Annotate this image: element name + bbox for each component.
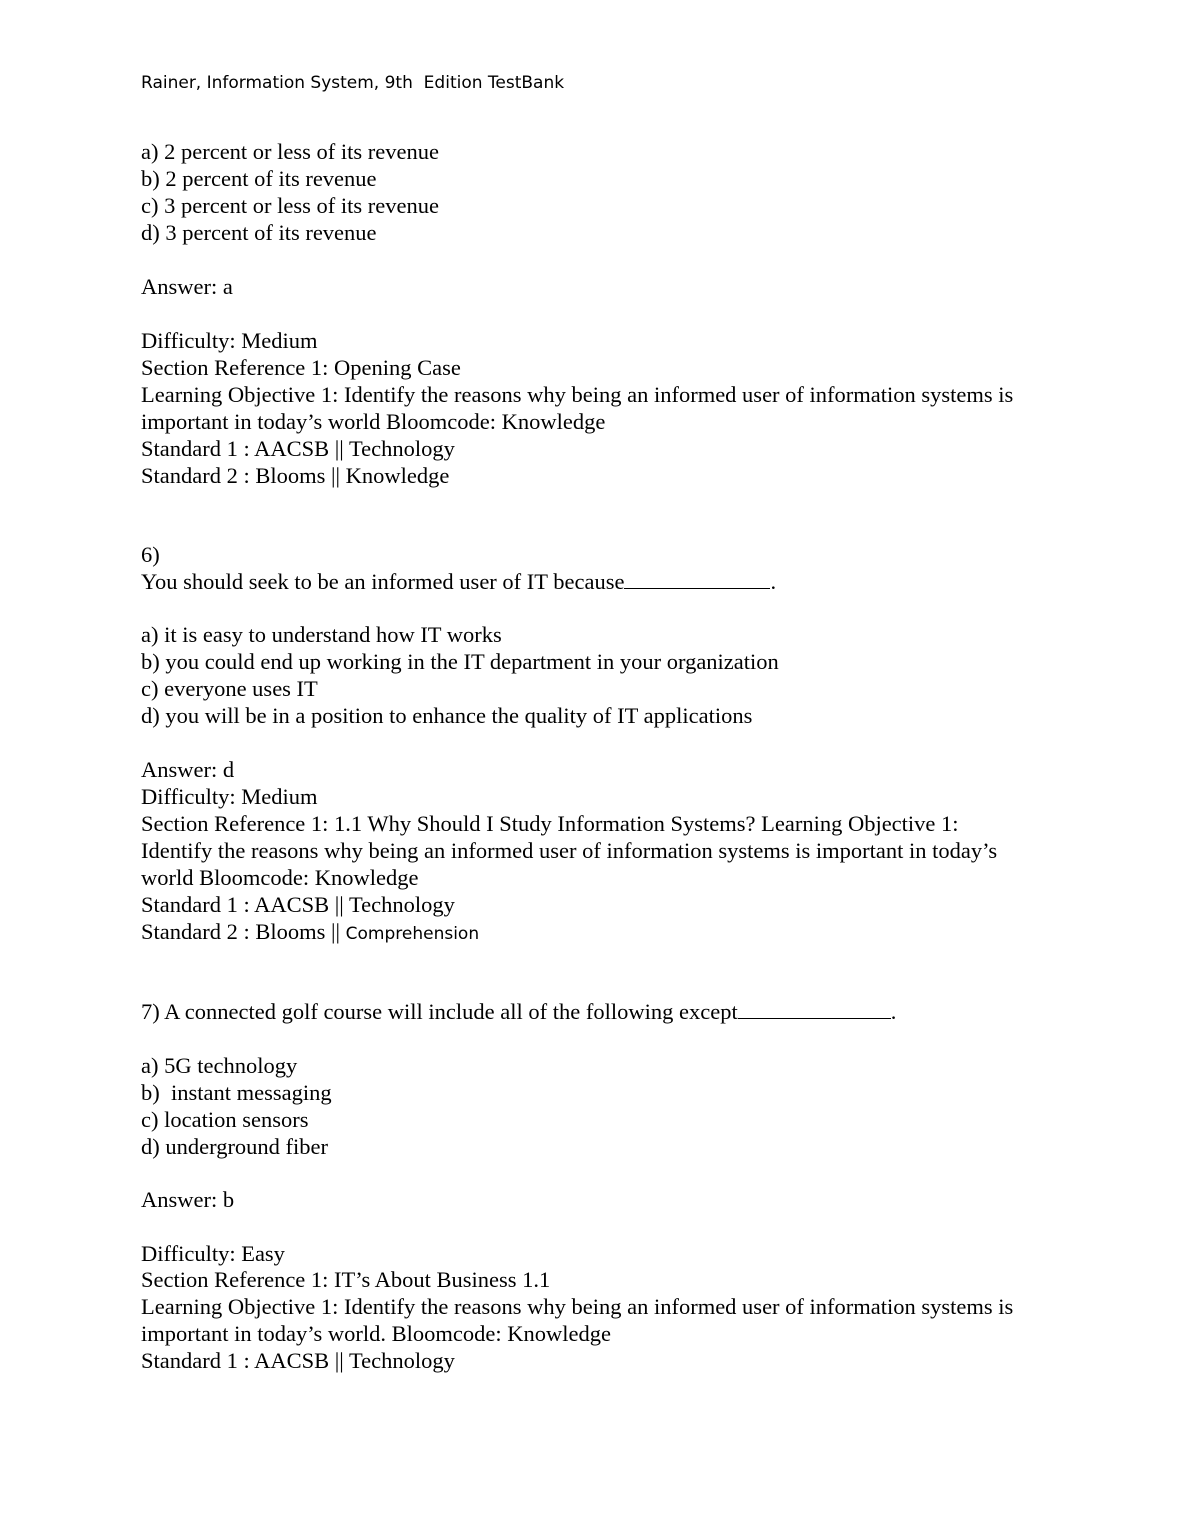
q7-option-d: d) underground fiber xyxy=(141,1134,329,1159)
q6-standard-2-value: Comprehension xyxy=(345,924,480,944)
q7-question-end: . xyxy=(890,999,897,1024)
q6-answer: Answer: d xyxy=(141,757,235,782)
q6-option-b: b) you could end up working in the IT department in your organization xyxy=(141,649,779,674)
q7-section-reference: Section Reference 1: IT’s About Business 1.1 xyxy=(141,1267,551,1292)
q6-section-reference-line2: Identify the reasons why being an informed user of information systems is important in today’s xyxy=(141,838,998,863)
q7-option-a: a) 5G technology xyxy=(141,1053,298,1078)
q7-option-b: b) instant messaging xyxy=(141,1080,332,1105)
q7-answer-blank xyxy=(738,1001,891,1019)
q6-standard-2 xyxy=(141,918,479,948)
q7-learning-objective-line1: Learning Objective 1: Identify the reasons why being an informed user of information systems is xyxy=(141,1294,1014,1319)
q5-learning-objective-line2: important in today’s world Bloomcode: Knowledge xyxy=(141,409,606,434)
q7-question-text: 7) A connected golf course will include all of the following except xyxy=(141,999,738,1024)
q5-option-c: c) 3 percent or less of its revenue xyxy=(141,193,440,218)
q7-standard-1: Standard 1 : AACSB || Technology xyxy=(141,1348,455,1373)
q6-option-c: c) everyone uses IT xyxy=(141,676,318,701)
q7-option-c: c) location sensors xyxy=(141,1107,309,1132)
q6-question-end: . xyxy=(770,569,777,594)
q6-question xyxy=(141,568,776,595)
q5-option-d: d) 3 percent of its revenue xyxy=(141,220,377,245)
q6-standard-1: Standard 1 : AACSB || Technology xyxy=(141,892,455,917)
q6-answer-blank xyxy=(624,571,770,589)
q7-difficulty: Difficulty: Easy xyxy=(141,1241,285,1266)
q6-option-a: a) it is easy to understand how IT works xyxy=(141,622,502,647)
q5-option-b: b) 2 percent of its revenue xyxy=(141,166,377,191)
q6-number: 6) xyxy=(141,542,160,567)
page-header: Rainer, Information System, 9th Edition TestBank xyxy=(141,73,565,93)
q6-question-text: You should seek to be an informed user of IT because xyxy=(141,569,625,594)
q5-difficulty: Difficulty: Medium xyxy=(141,328,318,353)
q5-standard-2: Standard 2 : Blooms || Knowledge xyxy=(141,463,450,488)
q5-section-reference: Section Reference 1: Opening Case xyxy=(141,355,461,380)
q7-question xyxy=(141,998,896,1025)
q5-learning-objective-line1: Learning Objective 1: Identify the reasons why being an informed user of information systems is xyxy=(141,382,1014,407)
q5-answer: Answer: a xyxy=(141,274,233,299)
q7-learning-objective-line2: important in today’s world. Bloomcode: Knowledge xyxy=(141,1321,611,1346)
q6-section-reference-line3: world Bloomcode: Knowledge xyxy=(141,865,419,890)
q6-difficulty: Difficulty: Medium xyxy=(141,784,318,809)
q7-answer: Answer: b xyxy=(141,1187,235,1212)
q6-section-reference-line1: Section Reference 1: 1.1 Why Should I Study Information Systems? Learning Objective 1: xyxy=(141,811,959,836)
q6-standard-2-prefix: Standard 2 : Blooms || xyxy=(141,919,346,944)
q5-standard-1: Standard 1 : AACSB || Technology xyxy=(141,436,455,461)
q5-option-a: a) 2 percent or less of its revenue xyxy=(141,139,440,164)
q6-option-d: d) you will be in a position to enhance the quality of IT applications xyxy=(141,703,753,728)
